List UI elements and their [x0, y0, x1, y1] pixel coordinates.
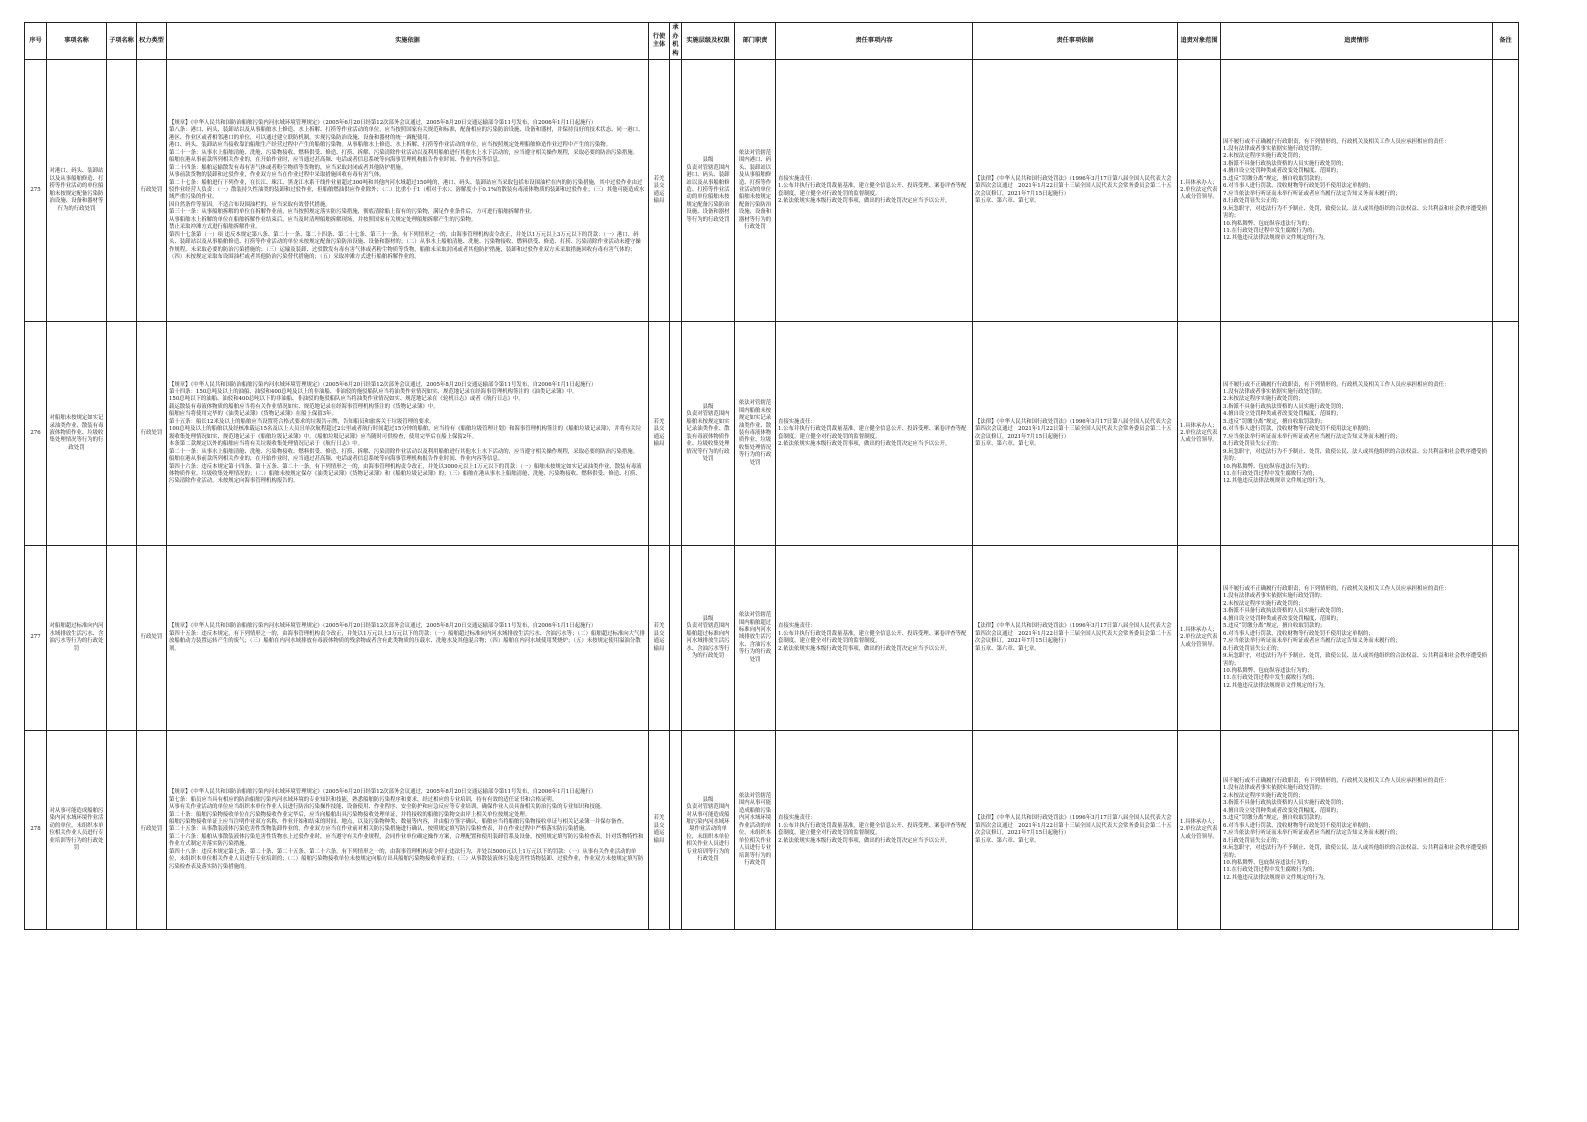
row-level-scope: 负责对管辖范围内船舶未按规定如实记录油类作业、散装有毒液体物质作业、垃圾收集处理情况等行为的行政处罚	[686, 411, 730, 463]
row-no: 276	[25, 322, 47, 546]
table-row	[25, 60, 1519, 322]
row-resp: 直接实施责任： 1.公布并执行行政处罚裁量基准，建立健全信息公开、投诉受理、案卷评查等配套制度，建立健全对行政处罚的监督制度。 2.依法依规实施本级行政处罚事项，做出的行政处罚决定应当予以公开。	[776, 731, 973, 930]
header-basis: 实施依据	[167, 23, 649, 60]
header-resp-basis: 责任事项依据	[973, 23, 1178, 60]
row-no: 277	[25, 546, 47, 731]
row-name: 对从事可能造成船舶污染内河水域环境作业活动的单位，未组织本单位相关作业人员进行专业培训等行为的行政处罚	[47, 731, 107, 930]
row-type: 行政处罚	[137, 60, 167, 322]
row-sub	[107, 322, 137, 546]
row-subject: 若羌县交通运输局	[649, 546, 670, 731]
row-resp-basis: 【法律】《中华人民共和国行政处罚法》（1996年3月17日第八届全国人民代表大会第四次会议通过 2021年1月22日第十三届全国人民代表大会常务委员会第二十五次会议修订，2021年7月15日起施行） 第五章、第六章、第七章。	[973, 322, 1178, 546]
row-situation: 因不履行或不正确履行行政职责，有下列情形的，行政机关及相关工作人员应承担相应的责任： 1.没有法律或者事实依据实施行政处罚的； 2.未按法定程序实施行政处罚的； 3.指派不具备行政执法资格的人员实施行政处罚的； 4.擅自设立处罚种类或者改变处罚幅度、范围的； 5.违反“罚缴分离”规定，擅自收取罚款的； 6.对当事人进行罚款，没收财物等行政处罚不使用法定单据的； 7.应当依法举行听证而未举行听证或者应当履行法定告知义务而未履行的； 8.行政处罚显失公正的； 9.玩忽职守，对违法行为不予制止、处罚，致使公民、法人或其他组织的合法权益、公共利益和社会秩序遭受损害的； 10.徇私舞弊、包庇纵容违法行为的； 11.在行政处罚过程中发生腐败行为的； 12.其他违反法律法规规章文件规定的行为。	[1221, 546, 1493, 731]
row-basis: 【规章】《中华人民共和国防治船舶污染内河水域环境管理规定》（2005年6月20日经第12次部务会议通过，2005年8月20日交通运输部令第11号发布，自2006年1月1日起施行） 第八条：港口、码头、装卸站以及从事船舶水上修造、水上拆解、打捞等作业活动的单位，应当按照国家有关规范和标准，配备相应的污染防治设施、设备和器材，并保持良好的技术状态。同一港口、港区、作业区或者相邻港口的单位，可以通过建立联防机制，实现污染防治设施、设备和器材的统一调配使用。 港口、码头、装卸站应当接收靠泊船舶生产经营过程中产生的船舶污染物。从事船舶水上修造、水上拆解、打捞等作业活动的单位，应当按照规定处理船舶修造作业过程中产生的污染物。 第二十一条：从事水上船舶清舱、洗舱、污染物接收、燃料供受、修造、打捞、拆解、污染清除作业活动以及利用船舶进行其他水上水下活动的，应当遵守相关操作规程，采取必要的防治污染措施。 船舶在港从事前款所列相关作业的，在开始作业时，应当通过甚高频、电话或者信息系统等向海事管理机构报告作业时间、作业内容等信息。 第二十四条：船舶运输散发有毒有害气体或者粉尘物质等货物的，应当采取封闭或者其他防护措施。 从事前款货物的装卸和过驳作业，作业双方应当在作业过程中采取措施回收有毒有害气体。 第二十七条：船舶进行下列作业，在长江、珠江、黑龙江水系干线作业量超过300吨和其他内河水域超过150吨的，港口、码头、装卸站应当采取包括布设围油栏在内的防污染措施，其中过驳作业由过驳作业经营人负责：（一）散装持久性油类的装卸和过驳作业，但船舶燃油供应作业除外；（二）比重小于1（相对于水）、溶解度小于0.1%的散装有毒液体物质的装卸和过驳作业；（三）其他可能造成水域严重污染的作业。 因自然条件等原因，不适合布设围油栏的，应当采取有效替代措施。 第三十一条：从事船舶拆解的单位在拆解作业前，应当按照规定落实防污染措施，彻底清除船上留有的污染物，满足作业条件后，方可进行船舶拆解作业。 从事船舶水上拆解的单位在船舶拆解作业结束后，应当及时清理船舶拆解现场，并按照国家有关规定处理船舶拆解产生的污染物。 禁止采取冲滩方式进行船舶拆解作业。 第四十七条第（一）项 违反本规定第八条、第二十一条、第二十四条、第二十七条、第三十一条，有下列情形之一的，由海事管理机构责令改正，并处以1万元以上3万元以下的罚款：（一）港口、码头、装卸站以及从事船舶修造、打捞等作业活动的单位未按规定配备污染防治设施、设备和器材的；（二）从事水上船舶清舱、洗舱、污染物接收、燃料供受、修造、打捞、污染清除作业活动未遵守操作规程，未采取必要的防治污染措施的；（三）运输及装卸、过驳散发有毒有害气体或者粉尘物质等货物，船舶未采取封闭或者其他防护措施，装卸和过驳作业双方未采取措施回收有毒有害气体的；（四）未按规定采取布设围油栏或者其他防治污染替代措施的；（五）采取冲滩方式进行船舶拆解作业的。	[167, 60, 649, 322]
row-resp: 直接实施责任： 1.公布并执行行政处罚裁量基准，建立健全信息公开、投诉受理、案卷评查等配套制度，建立健全对行政处罚的监督制度。 2.依法依规实施本级行政处罚事项，做出的行政处罚决定应当予以公开。	[776, 546, 973, 731]
table-row	[25, 322, 1519, 546]
row-resp-basis: 【法律】《中华人民共和国行政处罚法》（1996年3月17日第八届全国人民代表大会第四次会议通过 2021年1月22日第十三届全国人民代表大会常务委员会第二十五次会议修订，2021年7月15日起施行） 第五章、第六章、第七章。	[973, 731, 1178, 930]
row-level: 县级	[702, 796, 714, 803]
row-duty: 依法对管辖范围内船舶未按规定如实记录油类作业、散装有毒液体物质作业、垃圾收集处理情况等行为的行政处罚	[735, 322, 776, 546]
row-scope: 1.具体承办人； 2.单位法定代表人或分管领导。	[1178, 322, 1221, 546]
row-basis: 【规章】《中华人民共和国防治船舶污染内河水域环境管理规定》（2005年6月20日经第12次部务会议通过，2005年8月20日交通运输部令第11号发布，自2006年1月1日起施行） 第十四条：150总吨及以上的油船、油驳和400总吨及以上的非油船、非油驳的拖驳船队应当将油类作业情况如实、规范地记录在经海事管理机构签注的《油类记录簿》中。 150总吨以下的油船、油驳和400总吨以下的非油船、非油驳的拖驳船队应当将油类作业情况如实、规范地记录在《轮机日志》或者《航行日志》中。 载运散装有毒液体物质的船舶应当将有关作业情况如实、规范地记录在经海事管理机构签注的《货物记录簿》中。 船舶应当将使用完毕的《油类记录簿》《货物记录簿》在船上保留3年。 第十五条：船长12米及以上的船舶应当设置符合格式要求的垃圾告示牌，告知船员和旅客关于垃圾管理的要求。 100总吨及以上的船舶以及经核准载运15名及以上人员且单次航程超过2公里或者航行时间超过15分钟的船舶，应当持有《船舶垃圾管理计划》和海事管理机构签注的《船舶垃圾记录簿》，并将有关垃圾收集处理情况如实、规范地记录于《船舶垃圾记录簿》中。《船舶垃圾记录簿》应当随时可供检查，使用完毕后在船上保留2年。 本条第二款规定以外的船舶应当将有关垃圾收集处理情况记录于《航行日志》中。 第二十一条：从事水上船舶清舱、洗舱、污染物接收、燃料供受、修造、打捞、拆解、污染清除作业活动以及利用船舶进行其他水上水下活动的，应当遵守相关操作规程，采取必要的防治污染措施。 船舶在港从事前款所列相关作业的，在开始作业时，应当通过甚高频、电话或者信息系统等向海事管理机构报告作业时间、作业内容等信息。 第四十六条：违反本规定第十四条、第十五条、第二十一条，有下列情形之一的，由海事管理机构责令改正，并处以3000元以上1万元以下的罚款：（一）船舶未按规定如实记录油类作业、散装有毒液体物质作业、垃圾收集处理情况的；（二）船舶未按规定保存《油类记录簿》《货物记录簿》和《船舶垃圾记录簿》的；（三）船舶在港从事水上船舶清舱、洗舱、污染物接收、燃料供受、修造、打捞、污染清除作业活动，未按规定向海事管理机构报告的。	[167, 322, 649, 546]
row-level: 县级	[702, 403, 714, 410]
row-level-cell	[682, 546, 735, 731]
header-scope: 追责对象范围	[1178, 23, 1221, 60]
header-resp: 责任事项内容	[776, 23, 973, 60]
table-row	[25, 546, 1519, 731]
row-level-cell	[682, 731, 735, 930]
row-scope: 1.具体承办人； 2.单位法定代表人或分管领导。	[1178, 546, 1221, 731]
header-row	[25, 23, 1519, 60]
row-sub	[107, 60, 137, 322]
responsibility-table	[24, 22, 1519, 930]
header-subject: 行使主体	[649, 23, 670, 60]
row-sub	[107, 731, 137, 930]
row-subject: 若羌县交通运输局	[649, 322, 670, 546]
row-duty: 依法对管辖范围内从事可能造成船舶污染内河水域环境作业活动的单位，未组织本单位相关作业人员进行专业培训等行为的行政处罚	[735, 731, 776, 930]
row-situation: 因不履行或不正确履行行政职责，有下列情形的，行政机关及相关工作人员应承担相应的责任： 1.没有法律或者事实依据实施行政处罚的； 2.未按法定程序实施行政处罚的； 3.指派不具备行政执法资格的人员实施行政处罚的； 4.擅自设立处罚种类或者改变处罚幅度、范围的； 5.违反“罚缴分离”规定，擅自收取罚款的； 6.对当事人进行罚款，没收财物等行政处罚不使用法定单据的； 7.应当依法举行听证而未举行听证或者应当履行法定告知义务而未履行的； 8.行政处罚显失公正的； 9.玩忽职守，对违法行为不予制止、处罚，致使公民、法人或其他组织的合法权益、公共利益和社会秩序遭受损害的； 10.徇私舞弊、包庇纵容违法行为的； 11.在行政处罚过程中发生腐败行为的； 12.其他违反法律法规规章文件规定的行为。	[1221, 731, 1493, 930]
header-duty: 部门职责	[735, 23, 776, 60]
row-level-scope: 负责对管辖范围内港口、码头、装卸站以及从事船舶修造、打捞等作业活动的单位船舶未按规定配备污染防治设施、设备和器材等行为的行政处罚	[686, 164, 730, 223]
row-org	[670, 60, 682, 322]
row-remark	[1493, 731, 1519, 930]
row-resp: 直接实施责任： 1.公布并执行行政处罚裁量基准，建立健全信息公开、投诉受理、案卷评查等配套制度，建立健全对行政处罚的监督制度。 2.依法依规实施本级行政处罚事项，做出的行政处罚决定应当予以公开。	[776, 322, 973, 546]
row-subject: 若羌县交通运输局	[649, 60, 670, 322]
row-remark	[1493, 60, 1519, 322]
row-name: 对船舶未按规定如实记录油类作业、散装有毒液体物质作业、垃圾收集处理情况等行为的行政处罚	[47, 322, 107, 546]
header-org: 承办机构	[670, 23, 682, 60]
header-situation: 追责情形	[1221, 23, 1493, 60]
row-scope: 1.具体承办人； 2.单位法定代表人或分管领导。	[1178, 60, 1221, 322]
row-situation: 因不履行或不正确履行行政职责，有下列情形的，行政机关及相关工作人员应承担相应的责任： 1.没有法律或者事实依据实施行政处罚的； 2.未按法定程序实施行政处罚的； 3.指派不具备行政执法资格的人员实施行政处罚的； 4.擅自设立处罚种类或者改变处罚幅度、范围的； 5.违反“罚缴分离”规定，擅自收取罚款的； 6.对当事人进行罚款，没收财物等行政处罚不使用法定单据的； 7.应当依法举行听证而未举行听证或者应当履行法定告知义务而未履行的； 8.行政处罚显失公正的； 9.玩忽职守，对违法行为不予制止、处罚，致使公民、法人或其他组织的合法权益、公共利益和社会秩序遭受损害的； 10.徇私舞弊、包庇纵容违法行为的； 11.在行政处罚过程中发生腐败行为的； 12.其他违反法律法规规章文件规定的行为。	[1221, 322, 1493, 546]
row-resp: 直接实施责任： 1.公布并执行行政处罚裁量基准，建立健全信息公开、投诉受理、案卷评查等配套制度，建立健全对行政处罚的监督制度。 2.依法依规实施本级行政处罚事项，做出的行政处罚决定应当予以公开。	[776, 60, 973, 322]
header-type: 权力类型	[137, 23, 167, 60]
row-level: 县级	[702, 615, 714, 622]
row-type: 行政处罚	[137, 546, 167, 731]
row-level-cell	[682, 322, 735, 546]
row-resp-basis: 【法律】《中华人民共和国行政处罚法》（1996年3月17日第八届全国人民代表大会第四次会议通过 2021年1月22日第十三届全国人民代表大会常务委员会第二十五次会议修订，2021年7月15日起施行） 第五章、第六章、第七章。	[973, 546, 1178, 731]
header-remark: 备注	[1493, 23, 1519, 60]
row-org	[670, 322, 682, 546]
row-situation: 因不履行或不正确履行行政职责，有下列情形的，行政机关及相关工作人员应承担相应的责任： 1.没有法律或者事实依据实施行政处罚的； 2.未按法定程序实施行政处罚的； 3.指派不具备行政执法资格的人员实施行政处罚的； 4.擅自设立处罚种类或者改变处罚幅度、范围的； 5.违反“罚缴分离”规定，擅自收取罚款的； 6.对当事人进行罚款，没收财物等行政处罚不使用法定单据的； 7.应当依法举行听证而未举行听证或者应当履行法定告知义务而未履行的； 8.行政处罚显失公正的； 9.玩忽职守，对违法行为不予制止、处罚，致使公民、法人或其他组织的合法权益、公共利益和社会秩序遭受损害的； 10.徇私舞弊、包庇纵容违法行为的； 11.在行政处罚过程中发生腐败行为的； 12.其他违反法律法规规章文件规定的行为。	[1221, 60, 1493, 322]
row-duty: 依法对管辖范围内港口、码头、装卸站以及从事船舶修造、打捞等作业活动的单位船舶未按规定配备污染防治设施、设备和器材等行为的行政处罚	[735, 60, 776, 322]
row-basis: 【规章】《中华人民共和国防治船舶污染内河水域环境管理规定》（2005年6月20日经第12次部务会议通过，2005年8月20日交通运输部令第11号发布，自2006年1月1日起施行） 第四十五条：违反本规定，有下列情形之一的，由海事管理机构责令改正，并处以1万元以上3万元以下的罚款：（一）船舶超过标准向内河水域排放生活污水、含油污水等；（二）船舶超过标准向大气排放船舶动力装置运转产生的废气；（三）船舶在内河水域排放有毒液体物质的残余物或者含有此类物质的压载水、洗舱水及其他混合物；（四）船舶在内河水域使用焚烧炉；（五）未按规定使用溢油分散剂。	[167, 546, 649, 731]
row-org	[670, 546, 682, 731]
row-org	[670, 731, 682, 930]
row-level-scope: 负责对管辖范围内对从事可能造成船舶污染内河水域环境作业活动的单位，未组织本单位相关作业人员进行专业培训等行为的行政处罚	[686, 804, 730, 863]
row-remark	[1493, 546, 1519, 731]
header-no: 序号	[25, 23, 47, 60]
row-subject: 若羌县交通运输局	[649, 731, 670, 930]
row-level: 县级	[702, 157, 714, 164]
row-no: 275	[25, 60, 47, 322]
row-duty: 依法对管辖范围内船舶超过标准向内河水域排放生活污水、含油污水等行为的行政处罚	[735, 546, 776, 731]
header-name: 事项名称	[47, 23, 107, 60]
row-no: 278	[25, 731, 47, 930]
row-sub	[107, 546, 137, 731]
row-name: 对港口、码头、装卸站以及从事船舶修造、打捞等作业活动的单位船舶未按规定配备污染防治设施、设备和器材等行为的行政处罚	[47, 60, 107, 322]
header-level: 实施层级及权限	[682, 23, 735, 60]
header-sub: 子项名称	[107, 23, 137, 60]
row-scope: 1.具体承办人； 2.单位法定代表人或分管领导。	[1178, 731, 1221, 930]
table-row	[25, 731, 1519, 930]
row-type: 行政处罚	[137, 731, 167, 930]
row-name: 对船舶超过标准向内河水域排放生活污水、含油污水等行为的行政处罚	[47, 546, 107, 731]
row-resp-basis: 【法律】《中华人民共和国行政处罚法》（1996年3月17日第八届全国人民代表大会第四次会议通过 2021年1月22日第十三届全国人民代表大会常务委员会第二十五次会议修订，2021年7月15日起施行） 第五章、第六章、第七章。	[973, 60, 1178, 322]
row-level-cell	[682, 60, 735, 322]
row-level-scope: 负责对管辖范围内船舶超过标准向内河水域排放生活污水、含油污水等行为的行政处罚	[686, 623, 730, 660]
row-type: 行政处罚	[137, 322, 167, 546]
row-remark	[1493, 322, 1519, 546]
row-basis: 【规章】《中华人民共和国防治船舶污染内河水域环境管理规定》（2005年6月20日经第12次部务会议通过，2005年8月20日交通运输部令第11号发布，自2006年1月1日起施行） 第七条：船员应当具有相应的防治船舶污染内河水域环境的专业知识和技能，熟悉船舶防污染程序和要求，经过相应的专业培训，持有有效的适任证书和合格证明。 从事有关作业活动的单位应当组织本单位作业人员进行防治污染操作技能、设备使用、作业程序、安全防护和应急反应等专业培训，确保作业人员具备相关防治污染的专业知识和技能。 第二十条：船舶污染物接收单位在污染物接收作业完毕后，应当向船舶出具污染物接收处理单证，并将接收的船舶污染物交由岸上相关单位按规定处理。 船舶污染物接收单证上应当注明作业双方名称，作业开始和结束的时间、地点，以及污染物种类、数量等内容，并由船方签字确认。船舶应当将船舶污染物接收单证与相关记录簿一并保存备查。 第二十五条：从事散装液体污染危害性货物装卸作业的，作业双方应当在作业前对相关防污染措施进行确认，按照规定填写防污染检查表，并在作业过程中严格落实防污染措施。 第二十六条：船舶从事散装液体污染危害性货物水上过驳作业时，应当遵守有关作业规程，会同作业单位确定操作方案，合理配置和使用装卸管系及设备，按照规定填写防污染检查表，针对货物特性和作业方式制定并落实防污染措施。 第四十八条：违反本规定第七条、第二十条、第二十五条、第二十六条，有下列情形之一的，由海事管理机构责令停止违法行为，并处以5000元以上1万元以下的罚款：（一）从事有关作业活动的单位，未组织本单位相关作业人员进行专业培训的；（二）船舶污染物接收单位未按规定向船方出具船舶污染物接收单证的；（三）从事散装液体污染危害性货物装卸、过驳作业，作业双方未按规定填写防污染检查表及落实防污染措施的。	[167, 731, 649, 930]
